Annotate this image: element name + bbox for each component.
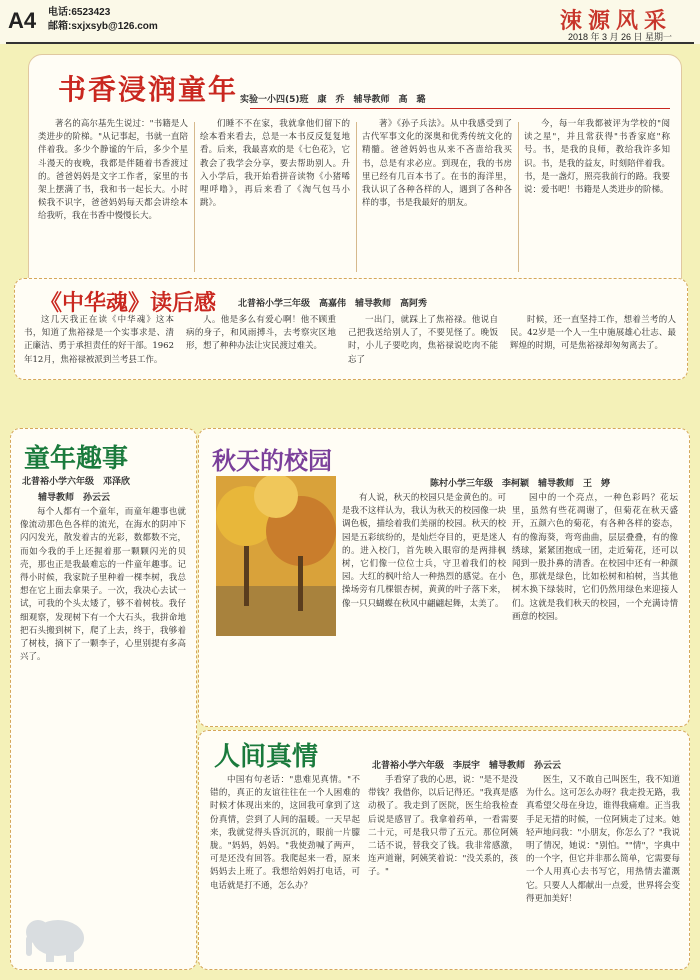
publication-date: 2018 年 3 月 26 日 星期一 [567, 32, 672, 42]
article-1-byline: 实验一小四(5)班 康 乔 辅导教师 高 璐 [240, 95, 426, 105]
email-text: 邮箱:sxjxsyb@126.com [48, 21, 158, 32]
article-2-col-3: 一出门，就踩上了焦裕禄。他说自己把我送给别人了，不要见怪了。晚饭时，小儿子要吃肉，焦裕禄说吃肉不能忘了 [348, 315, 498, 365]
article-5-title: 人间真情 [214, 742, 319, 772]
elephant-icon [20, 910, 90, 962]
article-5-col-3: 医生，又不敢自己叫医生，我不知道为什么。这可怎么办呀？我走投无路，我真希望父母在身边，谁得我痛难。正当我手足无措的时候，一位阿姨走了过来。她轻声地问我："小朋友，你怎么了？"我说明了情况，她说："别怕。""情"，字典中的一个字，但它并非那么简单，它需要每一个人用真心去书写它，用热情去灌溉它。只要人人都献出一点爱，世界将会变得更加美好！ [526, 775, 680, 904]
article-2-col-2: 人。他是多么有爱心啊！他不顾重病的身子，和风雨搏斗，去考察灾区地形，想了种种办法让灾民渡过难关。 [186, 315, 336, 352]
article-4-byline: 陈村小学三年级 李柯颖 辅导教师 王 婷 [430, 479, 611, 489]
header-contact [48, 6, 158, 34]
article-2-title: 《中华魂》读后感 [40, 291, 217, 316]
article-2-col-1: 这几天我正在读《中华魂》这本书，知道了焦裕禄是一个实事求是、清正廉洁、勇于承担责任的好干部。1962年12月，焦裕禄被派到兰考县工作。 [24, 315, 174, 365]
article-5-byline: 北普裕小学六年级 李辰宇 辅导教师 孙云云 [372, 761, 562, 771]
page-number: A4 [8, 8, 37, 33]
header-rule [6, 42, 694, 44]
publication-title: 涑源风采 [559, 8, 672, 34]
article-3-byline-student: 北普裕小学六年级 邓泽欣 [22, 477, 131, 487]
article-2-col-4: 时候，还一直坚持工作，想着兰考的人民。42岁是一个人一生中施展雄心壮志、最辉煌的时期，可是焦裕禄却匆匆离去了。 [510, 315, 676, 352]
article-1-title: 书香浸润童年 [58, 73, 239, 106]
article-4-col-1: 有人说，秋天的校园只是金黄色的。可是我不这样认为，我认为秋天的校园像一块调色板，描绘着我们美丽的校园。秋天的校园是五彩缤纷的，是灿烂夺目的，更是迷人的。进入校门，首先映入眼帘的是两排枫树，它们像一位位士兵，守卫着我们的校园。大红的枫叶给人一种热烈的感觉。在小操场旁有几棵银杏树，黄黄的叶子落下来，像一只只蝴蝶在秋风中翩翩起舞，太美了。 [342, 493, 506, 609]
article-5-col-2: 手看穿了我的心思，说："是不是没带钱？我借你，以后记得还。"我真是感动极了。我走到了医院，医生给我检查后说是感冒了。我拿着药单，一看需要二十元，可是我只带了五元。那位阿姨二话不说，替我交了钱。我非常感激，连声道谢，阿姨笑着说："没关系的，孩子。" [368, 775, 518, 878]
article-3-byline-teacher: 辅导教师 孙云云 [38, 493, 111, 503]
article-3-body: 每个人都有一个童年，而童年趣事也就像流动那色色各样的流光，在海水的阴冲下闪闪发光，散发着古的光彩，数都数不完，而如今我的手上还握着那一颗颗闪光的贝壳，那也正是我最难忘的一件童年趣事。记得小时候，我家院子里种着一棵李树，我总想在它上面去拿果子。一次，我决心去试一试，可我的个头太矮了，够不着树枝。我仔细观察，发现树下有一个大石头，我拼命地把石头搬到树下，爬了上去，终于，我够着了树枝，摘下了一颗李子，心里别提有多高兴了。 [20, 507, 186, 663]
article-4-title: 秋天的校园 [212, 447, 332, 475]
article-3-title: 童年趣事 [24, 444, 129, 474]
article-4-col-2: 园中的一个亮点，一种色彩吗？花坛里，虽然有些花凋谢了，但菊花在秋天盛开，五颜六色的菊花，有各种各样的姿态，有的像海葵，弯弯曲曲，层层叠叠，有的像绣球，紧紧团抱成一团，走近菊花，还可以闻到一股扑鼻的清香。在校园中还有一种颜色，那就是绿色，比如松树和柏树，当其他树木换下绿装时，它们仍然用绿色来迎接人们。这就是我们秋天的校园，一个充满诗情画意的校园。 [512, 493, 678, 622]
phone-text: 电话:6523423 [48, 7, 111, 18]
campus-photo [216, 476, 336, 636]
article-2-byline: 北普裕小学三年级 高嘉伟 辅导教师 高阿秀 [238, 299, 428, 309]
byline-rule [250, 108, 670, 109]
article-5-col-1: 中国有句老话："患难见真情。"不错的，真正的友谊往往在一个人困难的时候才体现出来的，这回我可拿到了这份真情，尝到了人间的温暖。一天早起来，我就觉得头昏沉沉的，眼前一片朦胧。"妈妈，妈妈。"我使劲喊了两声，可是还没有回答。我爬起来一看，原来妈妈去上班了。我想给妈妈打电话，可电话就是打不通，怎么办？ [210, 775, 360, 891]
